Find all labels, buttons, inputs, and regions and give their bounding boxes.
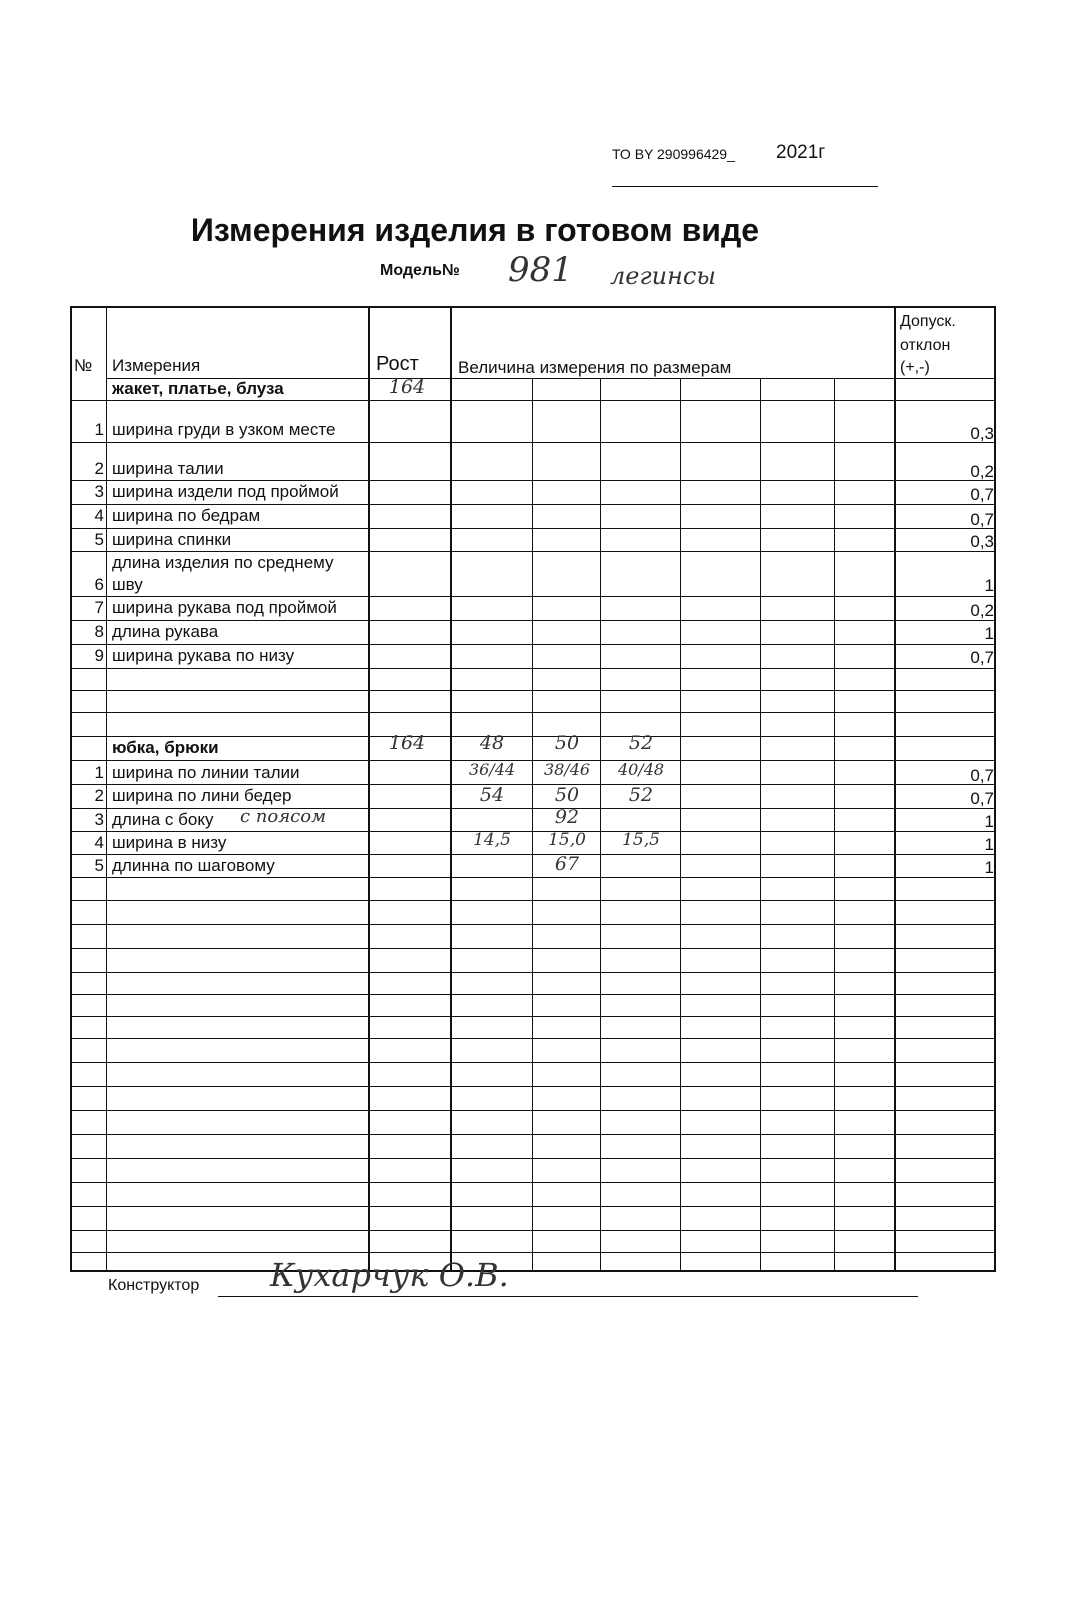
col-divider (106, 308, 107, 1270)
row-name: длина изделия по среднему (112, 553, 334, 572)
row-divider (72, 1230, 994, 1231)
row-number: 8 (94, 622, 104, 641)
row-name: длина рукава (112, 622, 219, 641)
row-tolerance: 0,2 (970, 601, 994, 620)
row-tolerance: 1 (984, 835, 994, 854)
row-tolerance: 0,7 (970, 485, 994, 504)
row-divider (72, 877, 994, 878)
section-skirt-label: юбка, брюки (112, 738, 219, 757)
row-divider (72, 400, 994, 401)
row-divider (72, 1182, 994, 1183)
row-divider (72, 1158, 994, 1159)
row-number: 1 (94, 763, 104, 782)
value-50: 15,0 (548, 830, 586, 850)
row-divider (72, 1062, 994, 1063)
value-50: 38/46 (543, 760, 591, 779)
row-divider (72, 712, 994, 713)
size-50: 50 (554, 732, 580, 754)
header-tolerance-3: (+,-) (900, 359, 930, 376)
row-number: 5 (94, 530, 104, 549)
row-tolerance: 1 (984, 576, 994, 595)
row-name: ширина рукава под проймой (112, 598, 337, 617)
row-tolerance: 0,2 (970, 462, 994, 481)
col-divider (368, 308, 370, 1270)
row-divider (72, 668, 994, 669)
doc-code: ТО BY 290996429_ (612, 146, 735, 162)
row-divider (72, 760, 994, 761)
row-number: 7 (94, 598, 104, 617)
row-tolerance: 1 (984, 624, 994, 643)
row-divider (72, 596, 994, 597)
row-name: ширина по лини бедер (112, 786, 292, 805)
row-divider (72, 924, 994, 925)
row-tolerance: 0,7 (970, 766, 994, 785)
row-name: ширина издели под проймой (112, 482, 339, 501)
row-number: 1 (94, 420, 104, 439)
row-divider (72, 644, 994, 645)
row-divider (72, 551, 994, 552)
value-50: 67 (554, 853, 580, 875)
row-number: 6 (94, 575, 104, 594)
row-note: с поясом (240, 806, 326, 827)
doc-year: 2021г (776, 142, 826, 163)
constructor-signature: Кухарчук О.В. (270, 1256, 509, 1294)
row-tolerance: 0,3 (970, 532, 994, 551)
doc-code-underline (612, 186, 878, 187)
constructor-label: Конструктор (108, 1277, 200, 1294)
col-divider (894, 308, 896, 1270)
col-divider (532, 378, 533, 1270)
row-tolerance: 1 (984, 858, 994, 877)
row-number: 5 (94, 856, 104, 875)
header-height: Рост (376, 353, 419, 375)
header-measure: Измерения (112, 356, 201, 375)
constructor-underline (218, 1296, 918, 1297)
row-divider (72, 784, 994, 785)
row-tolerance: 0,7 (970, 648, 994, 667)
row-name: ширина в низу (112, 833, 227, 852)
row-name: ширина груди в узком месте (112, 420, 336, 439)
col-divider (680, 378, 681, 1270)
col-divider (834, 378, 835, 1270)
value-50: 50 (554, 784, 580, 806)
row-divider (72, 1016, 994, 1017)
row-divider (72, 948, 994, 949)
model-number: 981 (508, 250, 573, 290)
row-divider (72, 504, 994, 505)
row-number: 3 (94, 810, 104, 829)
col-divider (760, 378, 761, 1270)
row-number: 4 (94, 833, 104, 852)
value-48: 14,5 (473, 830, 511, 850)
value-48: 54 (479, 784, 505, 806)
row-number: 2 (94, 459, 104, 478)
row-divider (72, 480, 994, 481)
value-48: 36/44 (468, 760, 516, 779)
row-divider (72, 1038, 994, 1039)
section-skirt-height: 164 (388, 732, 426, 754)
row-name: ширина по бедрам (112, 506, 261, 525)
header-tolerance-2: отклон (900, 337, 951, 354)
row-name: ширина талии (112, 459, 224, 478)
row-name: длина с боку (112, 810, 214, 829)
row-divider (72, 831, 994, 832)
row-divider (72, 808, 994, 809)
value-52: 52 (628, 784, 654, 806)
row-divider (72, 736, 994, 737)
row-divider (72, 442, 994, 443)
row-name: шву (112, 575, 143, 594)
row-number: 2 (94, 786, 104, 805)
value-52: 40/48 (617, 760, 665, 779)
col-divider (600, 378, 601, 1270)
measurements-table (70, 306, 996, 1272)
row-tolerance: 1 (984, 812, 994, 831)
header-values: Величина измерения по размерам (458, 358, 732, 377)
model-name: легинсы (610, 262, 716, 290)
row-divider (72, 1252, 994, 1253)
row-divider (72, 854, 994, 855)
row-divider (72, 620, 994, 621)
value-50: 92 (554, 806, 580, 828)
row-name: ширина по линии талии (112, 763, 300, 782)
row-divider (72, 1086, 994, 1087)
row-divider (72, 1110, 994, 1111)
size-48: 48 (479, 732, 505, 754)
row-divider (72, 528, 994, 529)
row-divider (72, 900, 994, 901)
page-title: Измерения изделия в готовом виде (190, 212, 760, 248)
row-divider (72, 994, 994, 995)
row-name: длинна по шаговому (112, 856, 275, 875)
row-number: 4 (94, 506, 104, 525)
row-divider (72, 1134, 994, 1135)
section-jacket-height: 164 (388, 376, 426, 398)
row-name: ширина рукава по низу (112, 646, 295, 665)
row-divider (72, 972, 994, 973)
value-52: 15,5 (622, 830, 660, 850)
size-52: 52 (628, 732, 654, 754)
row-number: 9 (94, 646, 104, 665)
model-label: Модель№ (380, 262, 460, 279)
row-tolerance: 0,7 (970, 510, 994, 529)
row-divider (72, 1206, 994, 1207)
header-tolerance-1: Допуск. (900, 313, 956, 330)
row-tolerance: 0,7 (970, 789, 994, 808)
row-number: 3 (94, 482, 104, 501)
header-no: № (74, 356, 93, 375)
row-tolerance: 0,3 (970, 424, 994, 443)
row-divider (72, 690, 994, 691)
section-jacket-label: жакет, платье, блуза (112, 379, 284, 398)
row-name: ширина спинки (112, 530, 232, 549)
